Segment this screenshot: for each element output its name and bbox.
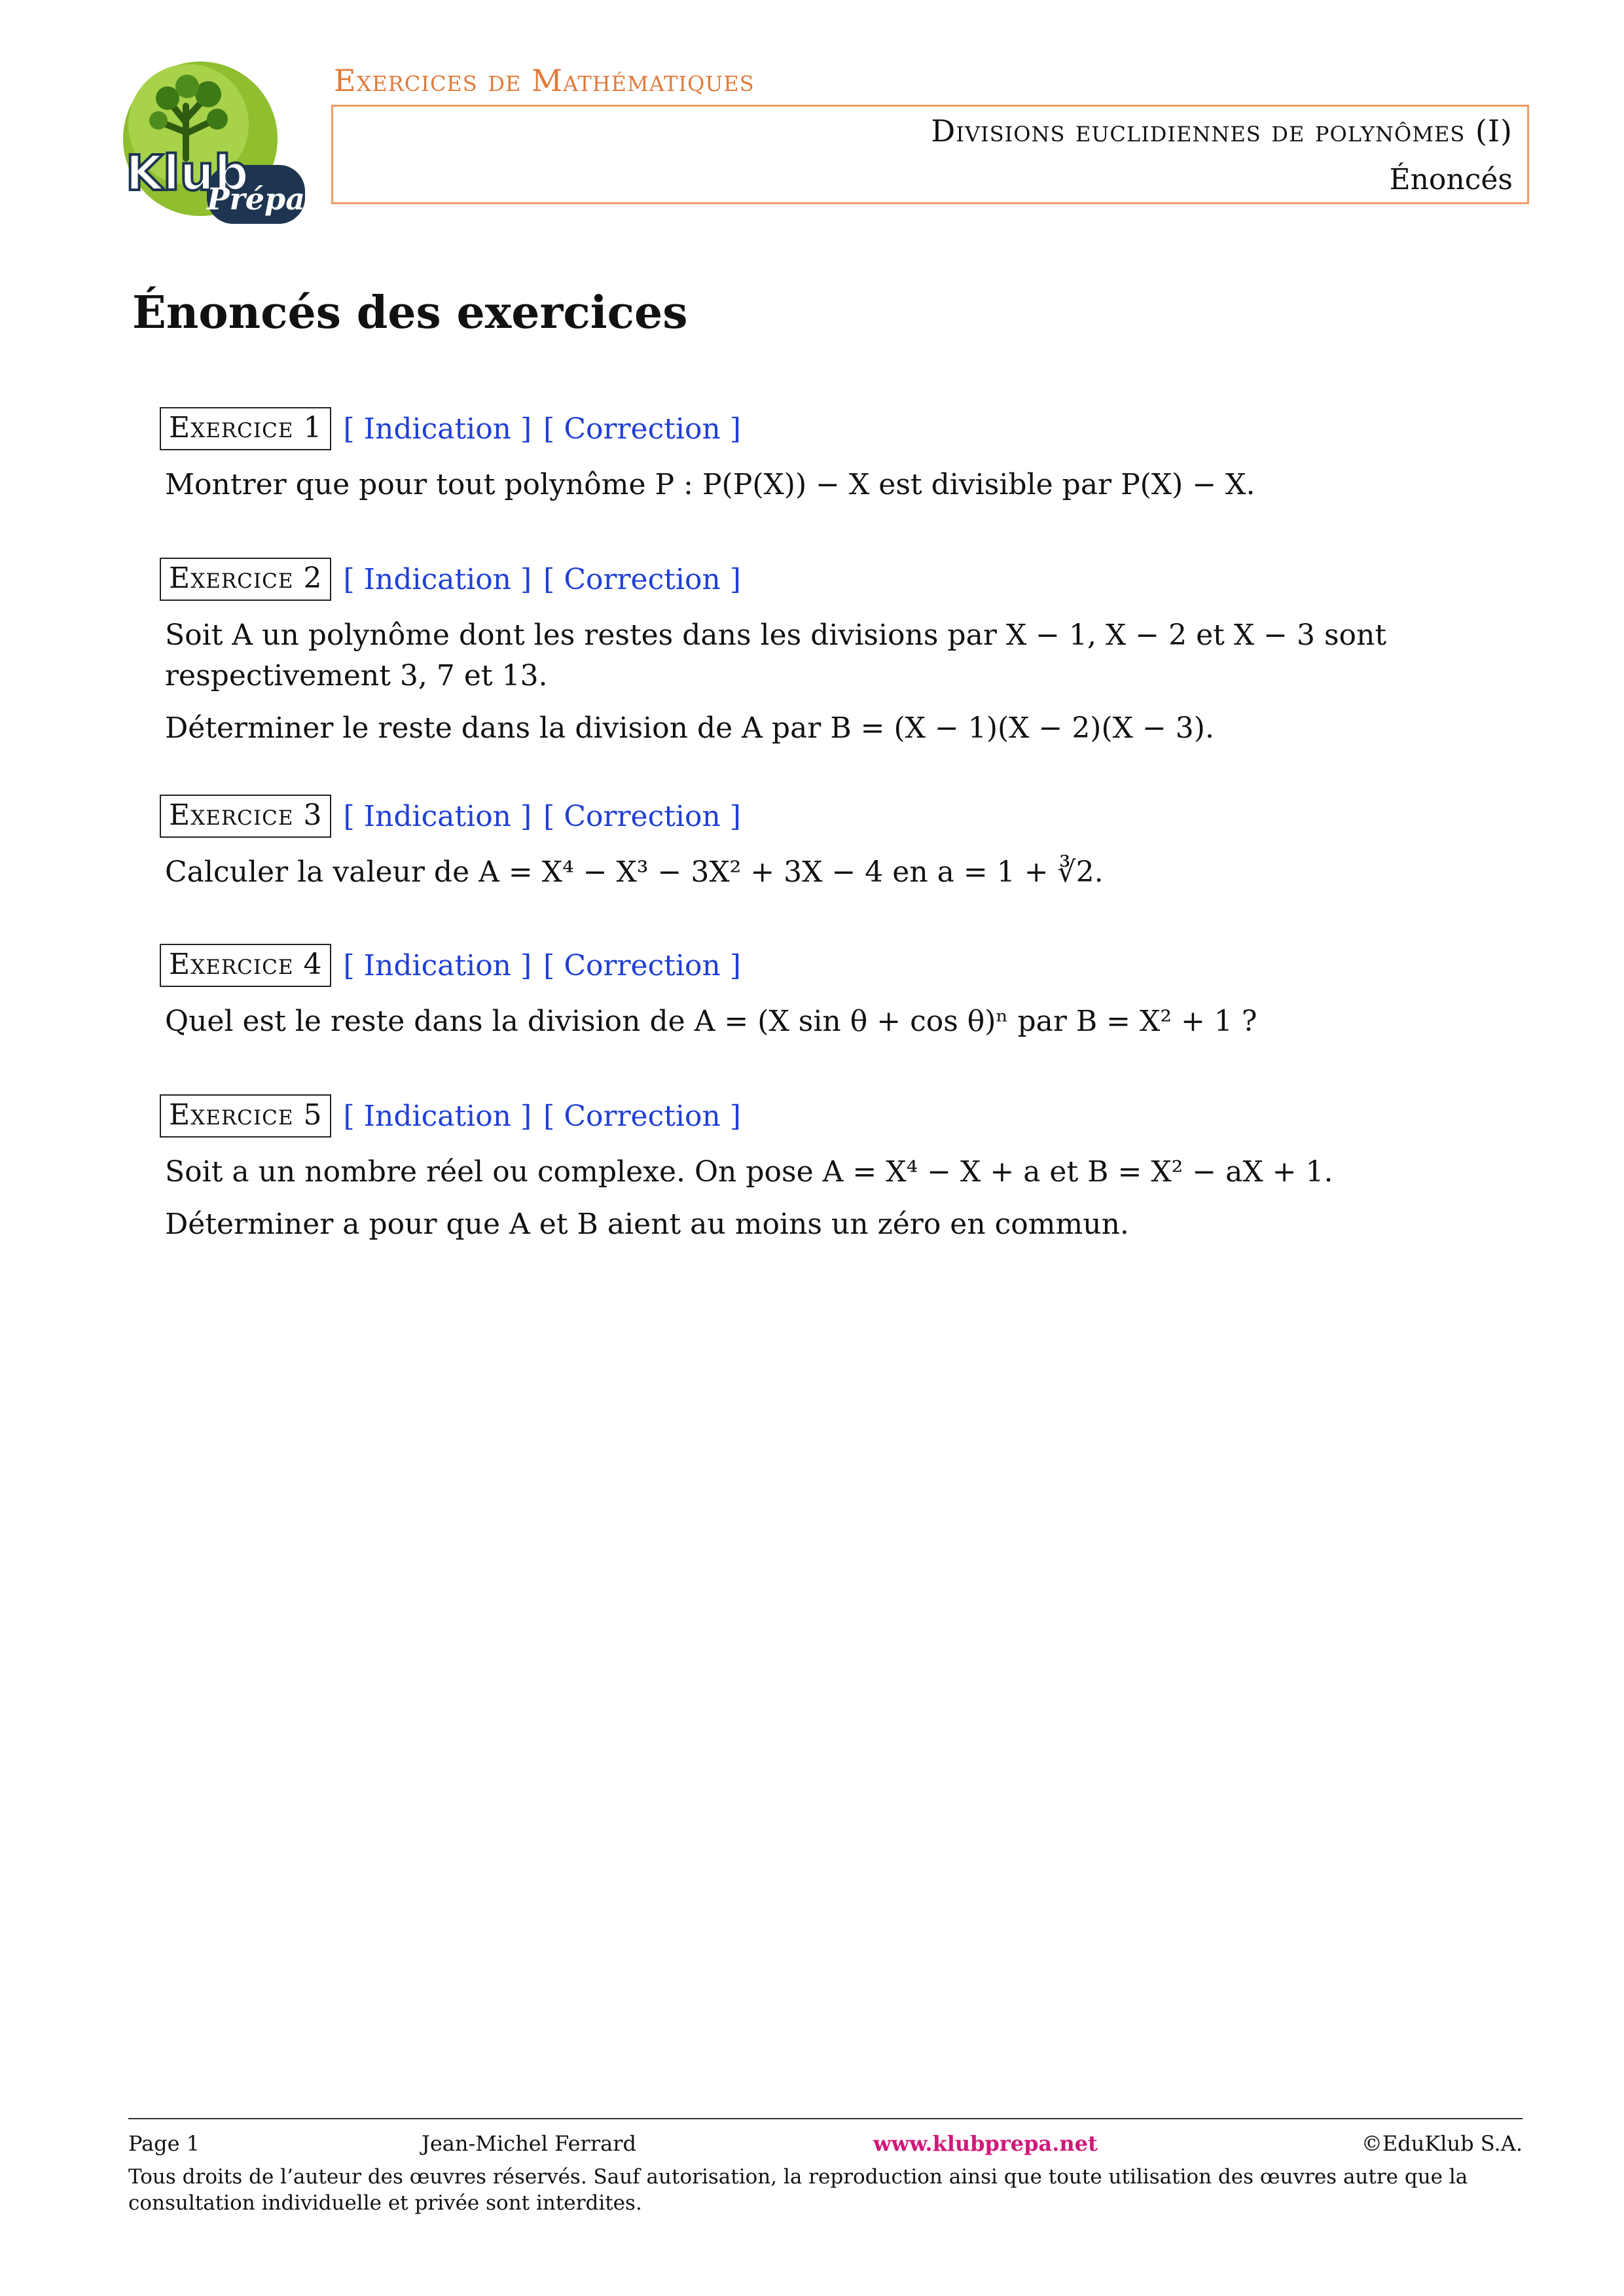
exercise-header: [160, 1094, 1482, 1138]
footer: [128, 2131, 1523, 2157]
exercise-statement: Calculer la valeur de A = X⁴ − X³ − 3X² + 3X − 4 en a = 1 + ∛2.: [165, 855, 1104, 889]
indication-link[interactable]: [ Indication ]: [343, 562, 532, 596]
footer-author: Jean-Michel Ferrard: [422, 2131, 636, 2156]
series-title: Exercices de Mathématiques: [334, 63, 755, 98]
exercise-label: Exercice 3: [160, 795, 331, 838]
indication-link[interactable]: [ Indication ]: [343, 948, 532, 982]
logo-word-prepa: Prépa: [206, 181, 306, 217]
correction-link[interactable]: [ Correction ]: [543, 562, 741, 596]
exercise-label: Exercice 1: [160, 407, 331, 450]
exercise-1: [160, 407, 1482, 505]
exercise-question: Déterminer a pour que A et B aient au moins un zéro en commun.: [165, 1208, 1129, 1241]
footer-page-number: Page 1: [128, 2131, 200, 2156]
klubprepa-logo: [115, 60, 312, 230]
exercise-2: [160, 558, 1482, 749]
section-label: Énoncés: [1389, 163, 1513, 196]
exercise-header: [160, 558, 1482, 601]
exercise-header: [160, 795, 1482, 838]
exercise-label: Exercice 4: [160, 944, 331, 987]
indication-link[interactable]: [ Indication ]: [343, 412, 532, 446]
correction-link[interactable]: [ Correction ]: [543, 799, 741, 833]
footer-website-link[interactable]: www.klubprepa.net: [873, 2131, 1098, 2156]
exercise-4: [160, 944, 1482, 1042]
exercise-statement: Montrer que pour tout polynôme P : P(P(X)) − X est divisible par P(X) − X.: [165, 468, 1255, 501]
chapter-title: Divisions euclidiennes de polynômes (I): [931, 113, 1513, 149]
exercise-statement: Quel est le reste dans la division de A = (X sin θ + cos θ)ⁿ par B = X² + 1 ?: [165, 1005, 1257, 1038]
indication-link[interactable]: [ Indication ]: [343, 799, 532, 833]
footer-copyright: ©EduKlub S.A.: [1361, 2131, 1523, 2156]
correction-link[interactable]: [ Correction ]: [543, 1099, 741, 1133]
correction-link[interactable]: [ Correction ]: [543, 948, 741, 982]
header-box: [331, 105, 1529, 204]
exercise-label: Exercice 2: [160, 558, 331, 601]
exercise-3: [160, 795, 1482, 893]
exercise-statement: Soit A un polynôme dont les restes dans les divisions par X − 1, X − 2 et X − 3 sont respectivement 3, 7 et 13.: [165, 619, 1387, 692]
exercise-label: Exercice 5: [160, 1094, 331, 1138]
exercise-header: [160, 407, 1482, 450]
indication-link[interactable]: [ Indication ]: [343, 1099, 532, 1133]
exercise-header: [160, 944, 1482, 987]
logo-word-klub: Klub: [125, 145, 249, 202]
correction-link[interactable]: [ Correction ]: [543, 412, 741, 446]
exercise-statement: Soit a un nombre réel ou complexe. On pose A = X⁴ − X + a et B = X² − aX + 1.: [165, 1155, 1333, 1189]
exercise-question: Déterminer le reste dans la division de A par B = (X − 1)(X − 2)(X − 3).: [165, 711, 1214, 745]
footer-rule: [128, 2118, 1523, 2119]
footer-legal-notice: Tous droits de l’auteur des œuvres réservés. Sauf autorisation, la reproduction ainsi que toute utilisation des œuvres autre que la consultation individuelle et privée sont interdites.: [128, 2165, 1468, 2215]
exercise-5: [160, 1094, 1482, 1245]
page-title: Énoncés des exercices: [132, 287, 688, 339]
